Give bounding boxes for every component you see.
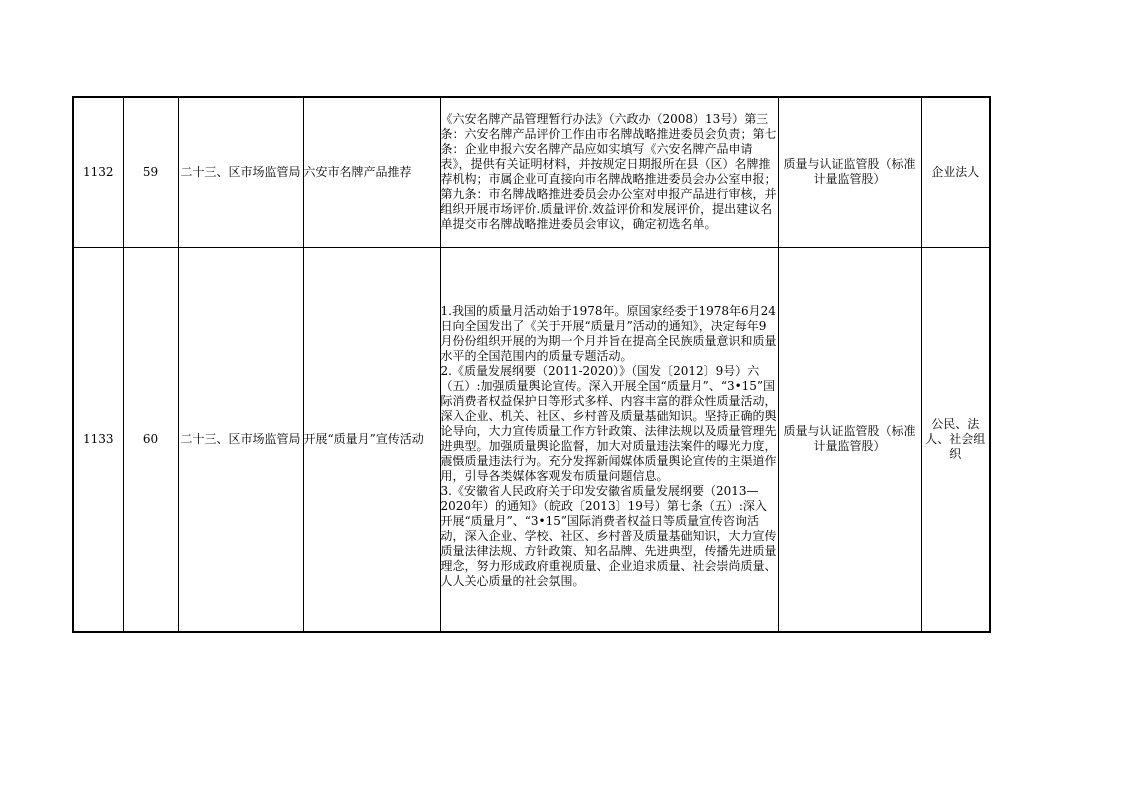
responsible-unit-cell: 质量与认证监管股（标准计量监管股） xyxy=(778,247,921,632)
target-cell: 公民、法人、社会组织 xyxy=(921,247,990,632)
basis-paragraph: 1.我国的质量月活动始于1978年。原国家经委于1978年6月24日向全国发出了《关于开展“质量月”活动的通知》，决定每年9月份份组织开展的为期一个月并旨在提高全民族质量意识和质量水平的全国范围内的质量专题活动。 xyxy=(440,303,777,363)
sub-seq-cell: 60 xyxy=(123,247,178,632)
basis-paragraph: 2.《质量发展纲要（2011-2020）》（国发〔2012〕9号）六（五）:加强质量舆论宣传。深入开展全国“质量月”、“3•15”国际消费者权益保护日等形式多样、内容丰富的群众性质量活动，深入企业、机关、社区、乡村普及质量基础知识。坚持正确的舆论导向，大力宣传质量工作方针政策、法律法规以及质量管理先进典型。加强质量舆论监督，加大对质量违法案件的曝光力度，震慑质量违法行为。充分发挥新闻媒体质量舆论宣传的主渠道作用，引导各类媒体客观发布质量问题信息。 xyxy=(440,363,777,483)
basis-cell xyxy=(440,97,778,247)
responsible-unit-cell: 质量与认证监管股（标准计量监管股） xyxy=(778,97,921,247)
table-row xyxy=(73,247,990,632)
item-name-cell: 六安市名牌产品推荐 xyxy=(303,97,440,247)
sub-seq-cell: 59 xyxy=(123,97,178,247)
basis-cell xyxy=(440,247,778,632)
seq-cell: 1133 xyxy=(73,247,123,632)
item-name-cell: 开展“质量月”宣传活动 xyxy=(303,247,440,632)
department-cell: 二十三、区市场监管局 xyxy=(178,97,303,247)
service-items-table xyxy=(72,96,991,633)
department-cell: 二十三、区市场监管局 xyxy=(178,247,303,632)
seq-cell: 1132 xyxy=(73,97,123,247)
basis-paragraph: 3.《安徽省人民政府关于印发安徽省质量发展纲要（2013—2020年）的通知》（皖政〔2013〕19号）第七条（五）:深入开展“质量月”、“3•15”国际消费者权益日等质量宣传咨询活动，深入企业、学校、社区、乡村普及质量基础知识，大力宣传质量法律法规、方针政策、知名品牌、先进典型，传播先进质量理念，努力形成政府重视质量、企业追求质量、社会崇尚质量、人人关心质量的社会氛围。 xyxy=(440,483,777,588)
basis-paragraph: 《六安名牌产品管理暂行办法》（六政办（2008）13号）第三条：六安名牌产品评价工作由市名牌战略推进委员会负责；第七条：企业申报六安名牌产品应如实填写《六安名牌产品申请表》，提供有关证明材料，并按规定日期报所在县（区）名牌推荐机构；市属企业可直接向市名牌战略推进委员会办公室申报；第九条：市名牌战略推进委员会办公室对申报产品进行审核，并组织开展市场评价.质量评价.效益评价和发展评价，提出建议名单提交市名牌战略推进委员会审议，确定初选名单。 xyxy=(440,112,777,232)
table-row xyxy=(73,97,990,247)
target-cell: 企业法人 xyxy=(921,97,990,247)
